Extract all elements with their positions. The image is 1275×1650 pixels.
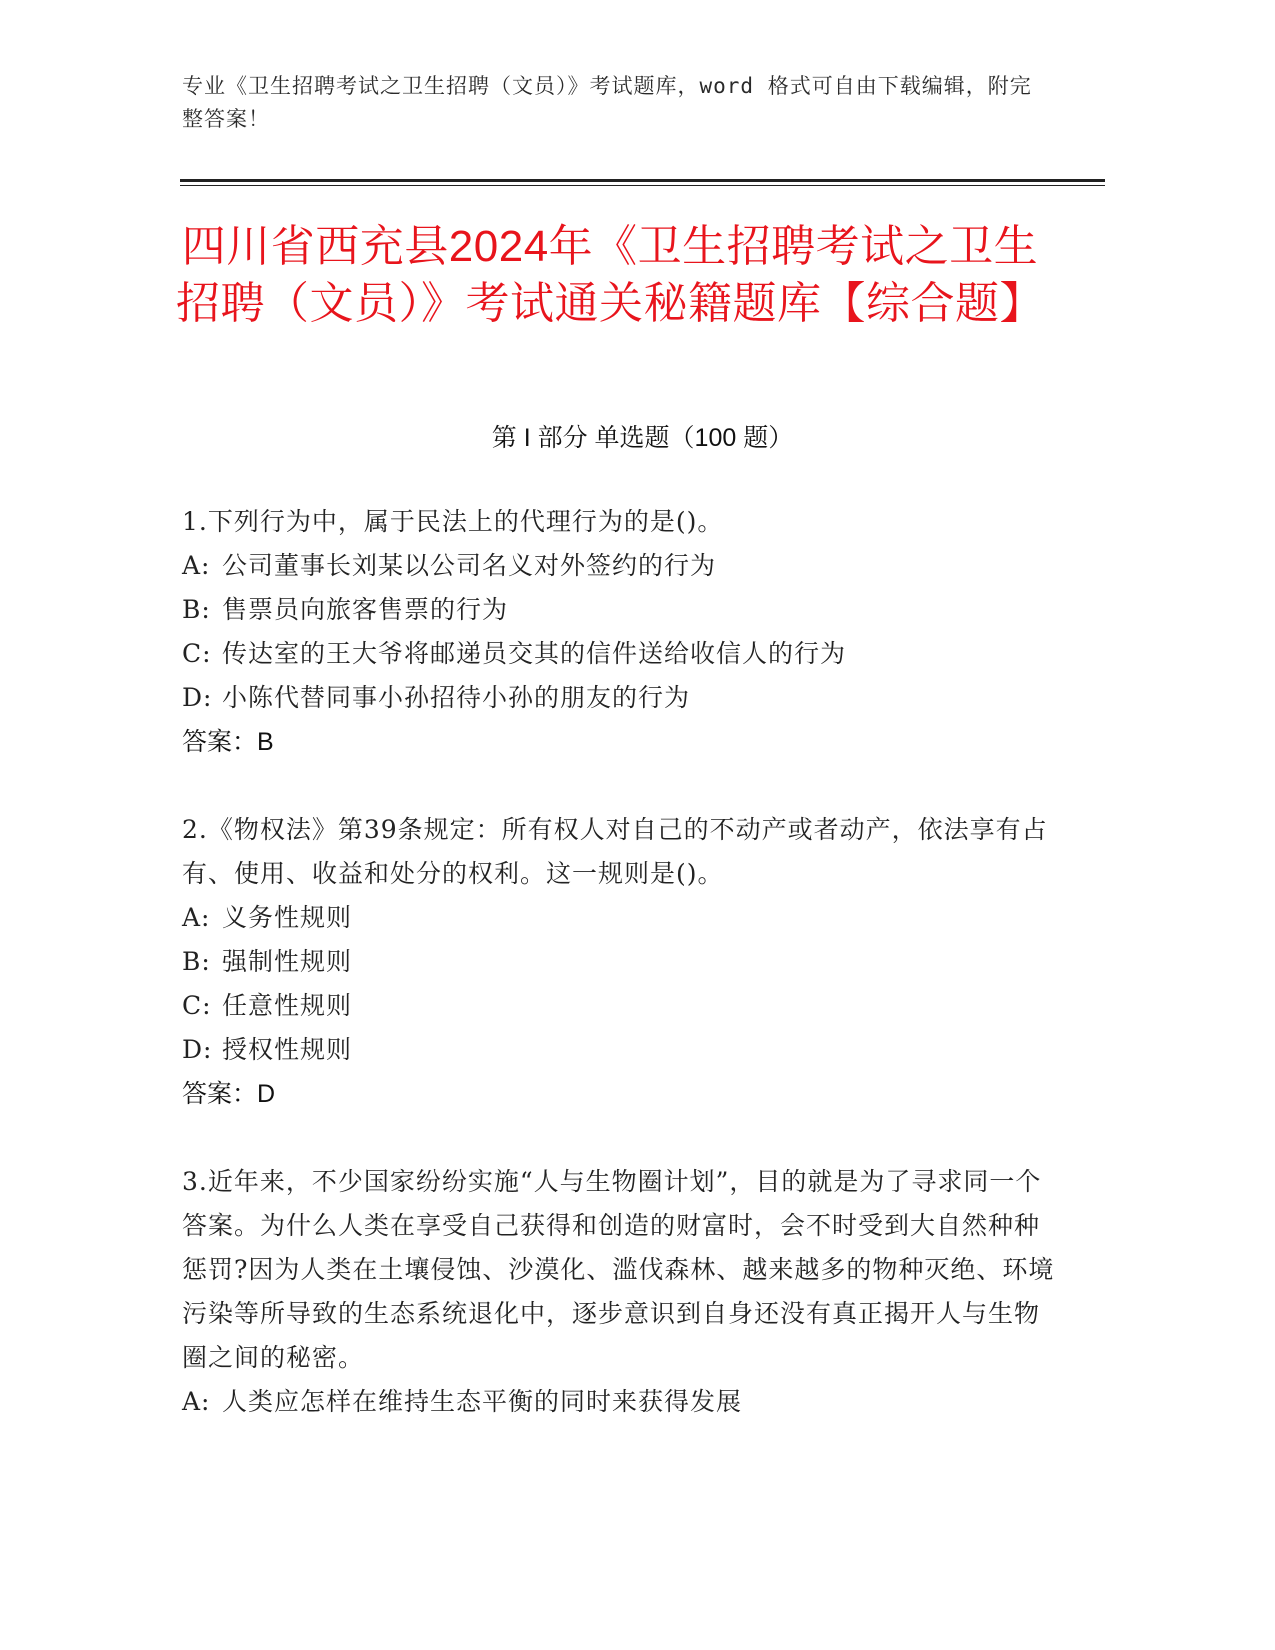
question-stem: 2.《物权法》第39条规定：所有权人对自己的不动产或者动产，依法享有占有、使用、收益和处分的权利。这一规则是()。 [182,815,1048,888]
option-d [182,1028,1062,1072]
option-text: 授权性规则 [222,1035,353,1064]
option-text: 强制性规则 [222,947,353,976]
option-key: B: [182,947,211,976]
header-rule-thin [180,185,1105,186]
option-key: D: [182,683,213,712]
option-c [182,984,1062,1028]
option-key: A: [182,903,211,932]
option-c [182,632,1062,676]
option-a [182,544,1062,588]
question-stem: 3.近年来，不少国家纷纷实施“人与生物圈计划”，目的就是为了寻求同一个答案。为什么人类在享受自己获得和创造的财富时，会不时受到大自然种种惩罚?因为人类在土壤侵蚀、沙漠化、滥伐森林、越来越多的物种灭绝、环境污染等所导致的生态系统退化中，逐步意识到自身还没有真正揭开人与生物圈之间的秘密。 [182,1167,1055,1372]
option-a [182,1380,1062,1424]
section-title: 第 I 部分 单选题（100 题） [491,424,794,452]
option-a [182,896,1062,940]
option-b [182,940,1062,984]
question-1 [182,500,1062,764]
option-key: D: [182,1035,213,1064]
option-b [182,588,1062,632]
question-2 [182,808,1062,1116]
question-stem: 1.下列行为中，属于民法上的代理行为的是()。 [182,507,724,536]
option-key: C: [182,991,212,1020]
header-note: 专业《卫生招聘考试之卫生招聘（文员）》考试题库，word 格式可自由下载编辑，附完整答案！ [182,74,1032,131]
option-key: C: [182,639,212,668]
answer: 答案：B [182,728,274,756]
option-text: 小陈代替同事小孙招待小孙的朋友的行为 [222,683,691,712]
option-key: A: [182,1387,211,1416]
option-key: B: [182,595,211,624]
option-text: 传达室的王大爷将邮递员交其的信件送给收信人的行为 [222,639,847,668]
option-text: 义务性规则 [222,903,353,932]
option-d [182,676,1062,720]
option-text: 任意性规则 [222,991,353,1020]
question-list [182,500,1062,1468]
question-3 [182,1160,1062,1424]
option-key: A: [182,551,211,580]
option-text: 人类应怎样在维持生态平衡的同时来获得发展 [222,1387,743,1416]
header-rule-thick [180,179,1105,182]
option-text: 公司董事长刘某以公司名义对外签约的行为 [222,551,717,580]
answer: 答案：D [182,1080,276,1108]
option-text: 售票员向旅客售票的行为 [222,595,509,624]
document-title: 四川省西充县2024年《卫生招聘考试之卫生招聘（文员）》考试通关秘籍题库【综合题】 [176,222,1044,328]
